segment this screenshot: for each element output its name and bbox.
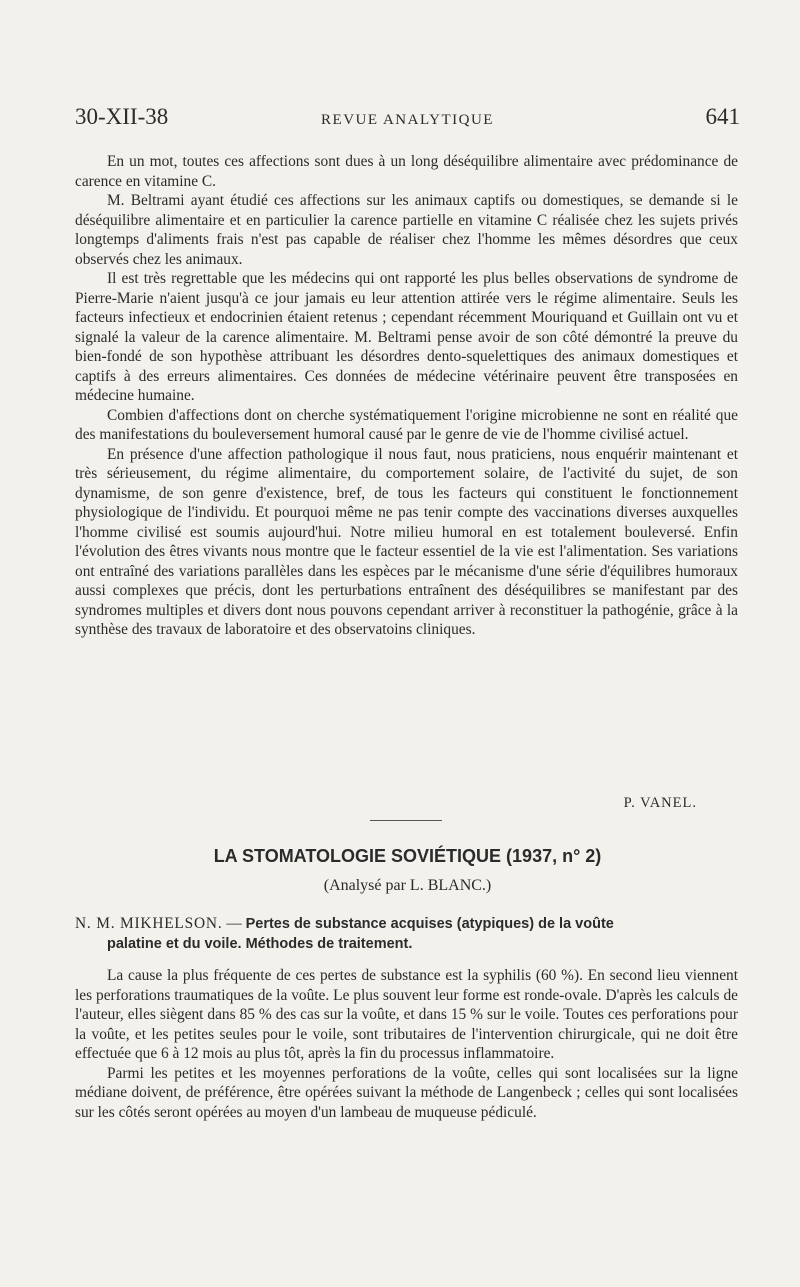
entry-author: N. M. MIKHELSON. — [75, 915, 223, 932]
dash: — — [226, 915, 242, 932]
paragraph: Combien d'affections dont on cherche systématiquement l'origine microbienne ne sont en réalité que des manifestations du bouleversement humoral causé par le genre de vie de l'homme civilisé actuel. — [75, 406, 738, 443]
paragraph: Parmi les petites et les moyennes perforations de la voûte, celles qui sont localisées sur la ligne médiane doivent, de préférence, être opérées suivant la méthode de Langenbeck ; celles qui sont localisées sur les côtés seront opérées au moyen d'un lambeau de muqueuse pédiculé. — [75, 1064, 738, 1121]
article-body — [75, 152, 738, 640]
section-subtitle: (Analysé par L. BLANC.) — [323, 877, 492, 894]
entry-heading — [75, 914, 738, 954]
entry-body — [75, 966, 738, 1122]
paragraph: M. Beltrami ayant étudié ces affections sur les animaux captifs ou domestiques, se demande si le déséquilibre alimentaire et en particulier la carence partielle en vitamine C réalisée chez les sujets privés longtemps d'aliments frais n'est pas capable de réaliser chez l'homme les mêmes désordres que ceux observés chez les animaux. — [75, 192, 738, 268]
paragraph: La cause la plus fréquente de ces pertes de substance est la syphilis (60 %). En second lieu viennent les perforations traumatiques de la voûte. Le plus souvent leur forme est ronde-ovale. D'après les calculs de l'auteur, elles siègent dans 85 % des cas sur la voûte, et dans 15 % sur le voile. Toutes ces perforations pour la voûte, et les petites seules pour le voile, sont tributaires de l'intervention chirurgicale, qui ne doit être effectuée que 6 à 12 mois au plus tôt, après la fin du processus inflammatoire. — [75, 967, 738, 1062]
paragraph: Il est très regrettable que les médecins qui ont rapporté les plus belles observations de syndrome de Pierre-Marie n'aient jusqu'à ce jour jamais eu leur attention attirée vers le régime alimentaire. Seuls les facteurs infectieux et endocrinien étaient retenus ; cependant récemment Mouriquand et Guillain ont vu et signalé la valeur de la carence alimentaire. M. Beltrami pense avoir de son côté démontré la preuve du bien-fondé de son hypothèse attribuant les désordres dento-squelettiques des animaux domestiques et captifs à des erreurs alimentaires. Ces données de médecine vétérinaire peuvent être transposées en médecine humaine. — [75, 270, 738, 404]
section-divider — [370, 820, 442, 821]
issue-date: 30-XII-38 — [75, 104, 169, 129]
author-signature: P. VANEL. — [623, 795, 697, 811]
page-number: 641 — [705, 104, 740, 129]
section-title: LA STOMATOLOGIE SOVIÉTIQUE (1937, n° 2) — [213, 846, 602, 866]
paragraph: En présence d'une affection pathologique il nous faut, nous praticiens, nous enquérir maintenant et très sérieusement, du régime alimentaire, du comportement solaire, de l'activité du sujet, de son dynamisme, de son genre d'existence, bref, de tous les facteurs qui constituent le fonctionnement physiologique de l'individu. Et pourquoi même ne pas tenir compte des vaccinations diverses auxquelles l'homme civilisé est soumis aujourd'hui. Notre milieu humoral en est totalement bouleversé. Enfin l'évolution des êtres vivants nous montre que le facteur essentiel de la vie est l'alimentation. Ses variations ont entraîné des variations parallèles dans les espèces par le mécanisme d'une série d'équilibres humoraux aussi complexes que précis, dont les perturbations entraînent des déséquilibres se manifestant par des syndromes multiples et divers dont nous pouvons cependant arriver à reconstituer la pathogénie, grâce à la synthèse des travaux de laboratoire et des observatoins cliniques. — [75, 445, 738, 638]
entry-title-line1: Pertes de substance acquises (atypiques) de la voûte — [245, 916, 614, 932]
paragraph: En un mot, toutes ces affections sont dues à un long déséquilibre alimentaire avec prédominance de carence en vitamine C. — [75, 153, 738, 190]
journal-title: REVUE ANALYTIQUE — [321, 112, 494, 128]
entry-title-line2: palatine et du voile. Méthodes de traitement. — [107, 936, 413, 952]
running-head — [75, 104, 740, 134]
